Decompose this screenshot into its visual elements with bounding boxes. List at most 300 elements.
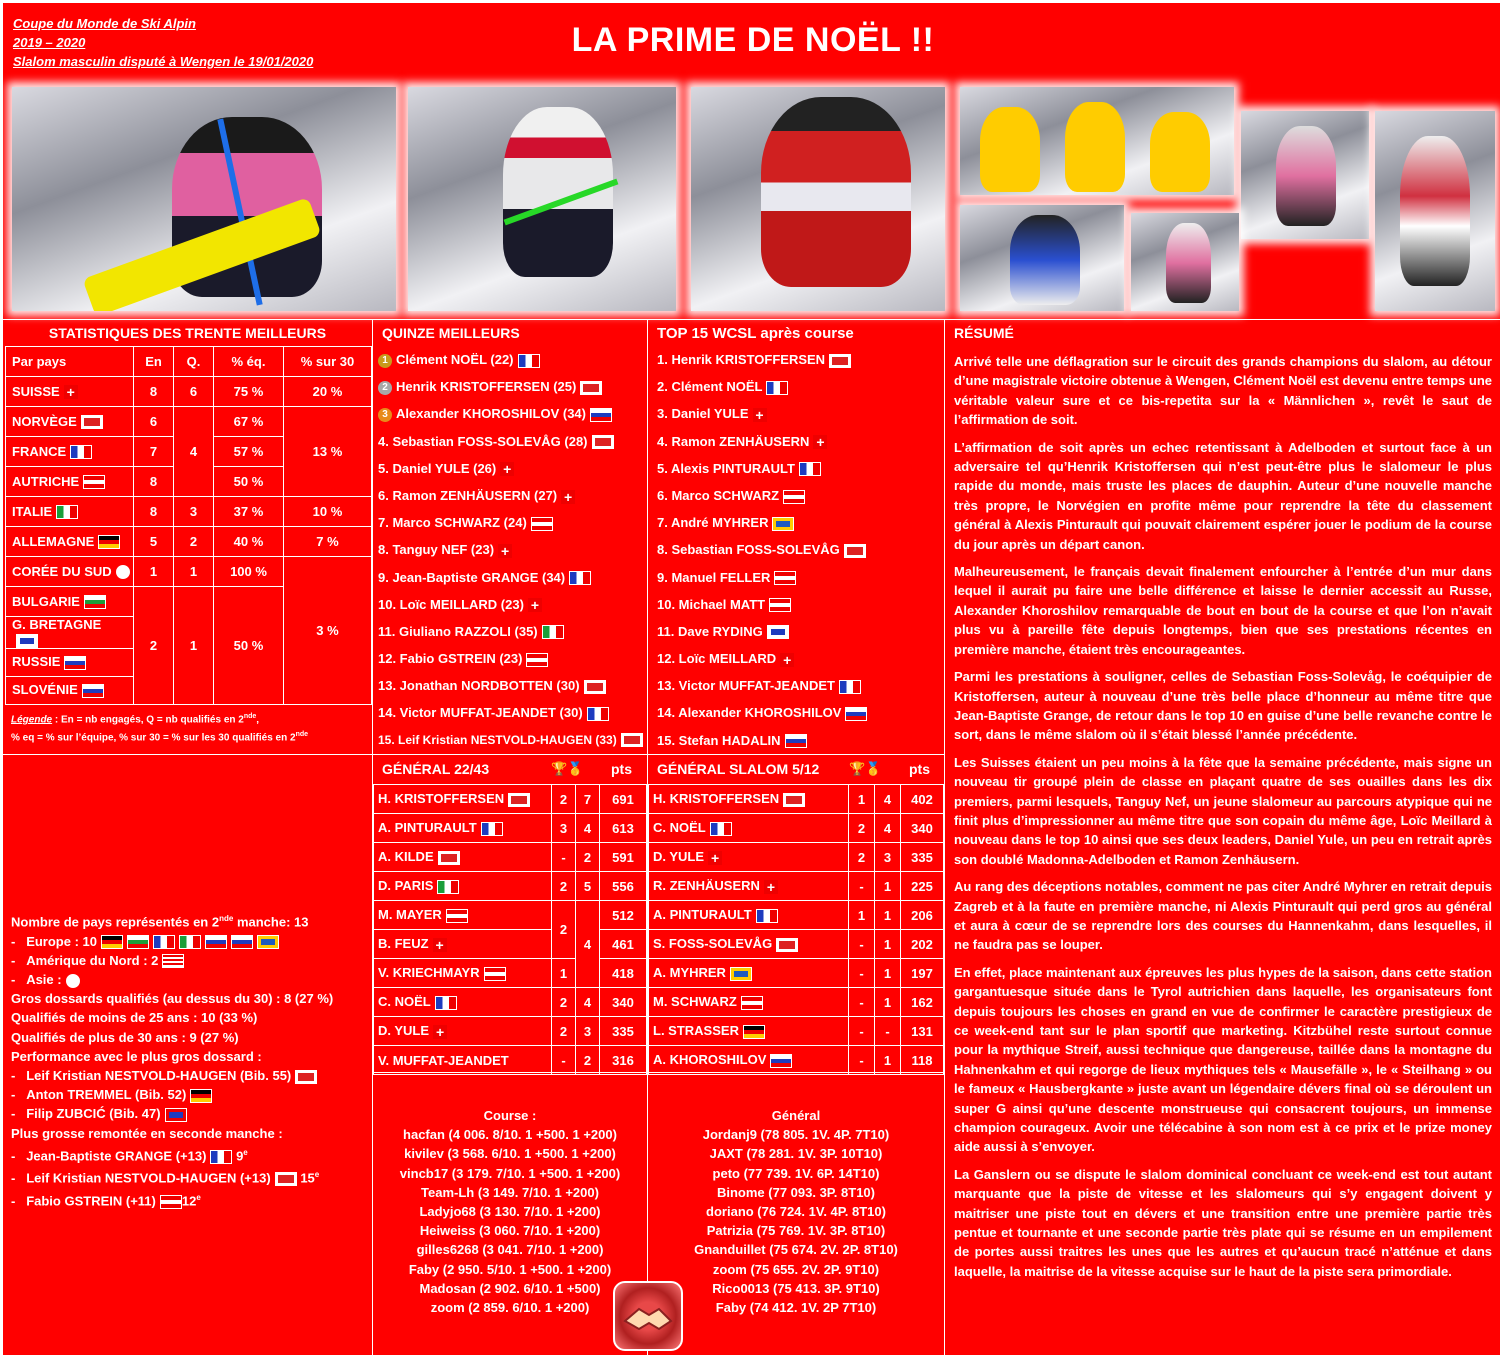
- bulgaria-flag-icon: [127, 935, 149, 949]
- table-row: [374, 959, 647, 988]
- slovenia-flag-icon: [231, 935, 253, 949]
- pct-value: 100 %: [214, 557, 284, 587]
- facts-perf-item: [11, 1066, 371, 1085]
- gs-p: 1: [875, 872, 901, 901]
- country-coree: CORÉE DU SUD: [12, 563, 112, 579]
- list-item: [378, 564, 646, 591]
- gen-pts: 418: [600, 959, 647, 988]
- croatia-flag-icon: [165, 1108, 187, 1122]
- facts-remontee-rank: 9: [236, 1148, 244, 1164]
- facts-remontee-rank: 15: [300, 1170, 315, 1186]
- header-subtitle: [13, 14, 313, 71]
- austria-flag-icon: [484, 967, 506, 981]
- facts-perf-title: Performance avec le plus gros dossard :: [11, 1048, 262, 1064]
- en-value-group: 2: [134, 587, 174, 705]
- france-flag-icon: [756, 909, 778, 923]
- resume-paragraph: Parmi les prestations à souligner, celles de Sebastian Foss-Solevåg, le coéquipier de Kristoffersen, auteur à nouveau d’une très belle place d’honneur au même titre que Jean-Baptiste Grange, de retour dans le top 10 en guise d’une belle revanche contre le sort, dans le même slalom où il s’était blessé l’année précédente.: [954, 669, 1492, 743]
- table-row: [374, 1017, 647, 1046]
- facts-gros: Gros dossards qualifiés (au dessus du 30) : 8 (27 %): [11, 991, 334, 1007]
- dash: -: [11, 933, 16, 949]
- gs-w: -: [849, 959, 875, 988]
- list-item: [378, 509, 646, 536]
- trophy-podium-icon: 🏆🥇: [551, 761, 584, 776]
- facts-remontee-title: Plus grosse remontée en seconde manche :: [11, 1125, 283, 1141]
- list-item: [378, 591, 646, 618]
- resume-paragraph: L’affirmation de soit après un echec retentissant à Adelboden et surtout face à un adversaire tel qu’Henrik Kristoffersen qui n’est peut-être plus le slalomeur le plus rapide du monde, mais truste les places de dauphin. Auteur d’une nouvelle manche très propre, le Norvégien en profite même pour reprendre la tête du classement général à Alexis Pinturault qui pouvait clairement espérer jouer le podium de la course du jour après un départ canon.: [954, 439, 1492, 552]
- country-gbretagne: G. BRETAGNE: [12, 617, 102, 632]
- table-row: [649, 872, 944, 901]
- facts-perf-text: Filip ZUBCIĆ (Bib. 47): [26, 1106, 161, 1122]
- gs-pts: 202: [901, 930, 944, 959]
- gs-name: S. FOSS-SOLEVÅG: [653, 936, 773, 952]
- wcsl-name: 14. Alexander KHOROSHILOV: [657, 705, 842, 721]
- resume-text: [954, 352, 1492, 1289]
- resume-paragraph: Malheureusement, le français devait finalement enfourcher à l’entrée d’un mur dans lequel il aurait pu faire une belle différence et laisse le dernier accessit au Russe, Alexander Khoroshilov remarquable de bout en bout de la course et que l’on n’avait plus vu à pareille fête depuis longtemps, bien que ses prestations récentes en première manche, étaient très encourageantes.: [954, 564, 1492, 657]
- facts-remontee-text: Fabio GSTREIN (+11): [26, 1193, 156, 1209]
- gen-w: 1: [552, 959, 576, 988]
- facts-europe: [11, 932, 371, 951]
- header-pct-eq: % éq.: [214, 347, 284, 377]
- facts-asie: [11, 970, 371, 989]
- resume-paragraph: Les Suisses étaient un peu moins à la fête que la semaine précédente, mais signe un nouveau tir groupé plein de classe en plaçant quatre de ses ouailles dans les dix premiers, parmi lesquels, Tanguy Nef, un jeune slalomeur au parcours atypique qui ne finit plus d’impressionner au même titre que son copain du même âge, Loïc Meillard à nouveau dans le top 10 ainsi que ses deux leaders, Daniel Yule, un peu en retrait après son doublé Madonna-Adelboden et Ramon Zenhäusern.: [954, 754, 1492, 867]
- legend-label: Légende: [11, 714, 53, 726]
- france-flag-icon: [839, 680, 861, 694]
- list-item: Binome (77 093. 3P. 8T10): [716, 1184, 875, 1200]
- list-item: Faby (74 412. 1V. 2P 7T10): [715, 1300, 877, 1316]
- list-item: doriano (76 724. 1V. 4P. 8T10): [706, 1204, 886, 1220]
- general-slalom-title: GÉNÉRAL SLALOM 5/12: [657, 761, 820, 777]
- gen-w: 2: [552, 1017, 576, 1046]
- austria-flag-icon: [160, 1195, 182, 1209]
- swiss-flag-icon: +: [708, 851, 722, 865]
- gen-p: 7: [576, 785, 600, 814]
- gs-name: D. YULE: [653, 849, 705, 865]
- gen-p-group: 4: [576, 901, 600, 988]
- table-row: [649, 930, 944, 959]
- header-en: En: [134, 347, 174, 377]
- gen-pts: 316: [600, 1046, 647, 1075]
- list-item: Team-Lh (3 149. 7/10. 1 +200): [421, 1184, 599, 1200]
- gen-name: A. PINTURAULT: [378, 820, 477, 836]
- wcsl-name: 15. Stefan HADALIN: [657, 732, 781, 748]
- gen-p: 3: [576, 1017, 600, 1046]
- wcsl-name: 1. Henrik KRISTOFFERSEN: [657, 352, 826, 367]
- table-row: [374, 814, 647, 843]
- photo-skier-d: [1131, 213, 1239, 311]
- photo-skier-c: [960, 205, 1124, 311]
- germany-flag-icon: [190, 1089, 212, 1103]
- header-line2: 2019 – 2020: [13, 35, 86, 50]
- table-row: [374, 988, 647, 1017]
- photo-podium: [960, 87, 1234, 195]
- dash: -: [11, 1106, 16, 1122]
- quinze-name: 11. Giuliano RAZZOLI (35): [378, 623, 538, 639]
- korea-flag-icon: [116, 565, 130, 579]
- table-row: [6, 497, 372, 527]
- france-flag-icon: [569, 571, 591, 585]
- sweden-flag-icon: [730, 967, 752, 981]
- header-pct-30: % sur 30: [284, 347, 372, 377]
- pct-value: 37 %: [214, 497, 284, 527]
- general-pts-label: pts: [611, 761, 632, 777]
- list-item: [657, 536, 943, 563]
- q-value: 3: [174, 497, 214, 527]
- list-item: Rico0013 (75 413. 3P. 9T10): [712, 1280, 880, 1296]
- q-value: 1: [174, 557, 214, 587]
- facts-remontee-sup: e: [314, 1170, 320, 1180]
- swiss-flag-icon: +: [753, 408, 767, 422]
- wcsl-name: 2. Clément NOËL: [657, 379, 763, 395]
- france-flag-icon: [799, 462, 821, 476]
- gen-name: M. MAYER: [378, 907, 442, 923]
- list-item: [378, 400, 646, 427]
- list-item: [657, 672, 943, 699]
- swiss-flag-icon: +: [64, 385, 78, 399]
- en-value: 5: [134, 527, 174, 557]
- gen-w: -: [552, 1046, 576, 1075]
- en-value: 6: [134, 407, 174, 437]
- gs-name: A. PINTURAULT: [653, 907, 752, 923]
- gs-w: -: [849, 872, 875, 901]
- france-flag-icon: [587, 707, 609, 721]
- list-item: [378, 455, 646, 482]
- gen-pts: 340: [600, 988, 647, 1017]
- gs-name: C. NOËL: [653, 820, 706, 836]
- gold-trophy-icon: 1: [378, 354, 392, 368]
- swiss-flag-icon: +: [561, 490, 575, 504]
- pct30-value: 7 %: [284, 527, 372, 557]
- swiss-flag-icon: +: [780, 653, 794, 667]
- facts-perf-text: Leif Kristian NESTVOLD-HAUGEN (Bib. 55): [26, 1067, 292, 1083]
- norway-flag-icon: [295, 1070, 317, 1084]
- list-item: [657, 482, 943, 509]
- header-par-pays: Par pays: [6, 347, 134, 377]
- wcsl-name: 9. Manuel FELLER: [657, 569, 771, 585]
- facts-moins25: Qualifiés de moins de 25 ans : 10 (33 %): [11, 1010, 258, 1026]
- gs-w: -: [849, 930, 875, 959]
- wcsl-name: 11. Dave RYDING: [657, 623, 763, 639]
- russia-flag-icon: [845, 707, 867, 721]
- wcsl-list: [657, 346, 943, 754]
- general-slalom-table: [648, 784, 944, 1075]
- gen-name: V. MUFFAT-JEANDET: [378, 1052, 509, 1068]
- usa-flag-icon: [162, 954, 184, 968]
- russia-flag-icon: [590, 408, 612, 422]
- course-title: Course :: [483, 1108, 537, 1123]
- facts-pays-end: manche: 13: [233, 914, 309, 930]
- list-item: gilles6268 (3 041. 7/10. 1 +200): [416, 1242, 604, 1258]
- austria-flag-icon: [83, 475, 105, 489]
- en-value: 8: [134, 467, 174, 497]
- facts-perf-item: [11, 1085, 371, 1104]
- table-row: [649, 959, 944, 988]
- korea-flag-icon: [66, 974, 80, 988]
- generalp-title: Général: [771, 1108, 821, 1123]
- general-table: [373, 784, 647, 1075]
- table-row: [6, 407, 372, 437]
- quinze-name: Clément NOËL (22): [396, 352, 514, 367]
- en-value: 7: [134, 437, 174, 467]
- gen-name: H. KRISTOFFERSEN: [378, 791, 505, 807]
- pct-value: 50 %: [214, 467, 284, 497]
- gen-name: B. FEUZ: [378, 936, 429, 952]
- header-q: Q.: [174, 347, 214, 377]
- list-item: [657, 645, 943, 672]
- gs-pts: 206: [901, 901, 944, 930]
- swiss-flag-icon: +: [433, 1025, 447, 1039]
- list-item: Gnanduillet (75 674. 2V. 2P. 8T10): [694, 1242, 898, 1258]
- france-flag-icon: [210, 1150, 232, 1164]
- q-value: 2: [174, 527, 214, 557]
- facts-block: [11, 909, 371, 1210]
- wcsl-name: 4. Ramon ZENHÄUSERN: [657, 433, 810, 449]
- stats-legend: Légende : En = nb engagés, Q = nb qualifiés en 2nde, % eq = % sur l’équipe, % sur 30 = % sur les 30 qualifiés en 2nde: [11, 713, 309, 744]
- gen-pts: 591: [600, 843, 647, 872]
- gen-w: 2: [552, 872, 576, 901]
- list-item: Heiweiss (3 060. 7/10. 1 +200): [419, 1223, 601, 1239]
- gs-p: 4: [875, 814, 901, 843]
- poster: [3, 3, 1500, 1355]
- wcsl-name: 12. Loïc MEILLARD: [657, 651, 777, 667]
- gen-p: 4: [576, 814, 600, 843]
- italy-flag-icon: [542, 625, 564, 639]
- dash: -: [11, 1148, 16, 1164]
- photo-skier-b: [1375, 111, 1495, 311]
- gs-w: -: [849, 1017, 875, 1046]
- country-france: FRANCE: [12, 443, 67, 459]
- pct30-value-group: 13 %: [284, 407, 372, 497]
- gs-pts: 197: [901, 959, 944, 988]
- quinze-name: 15. Leif Kristian NESTVOLD-HAUGEN (33): [378, 732, 617, 747]
- swiss-flag-icon: +: [433, 938, 447, 952]
- austria-flag-icon: [774, 571, 796, 585]
- austria-flag-icon: [446, 909, 468, 923]
- table-row: [6, 377, 372, 407]
- russia-flag-icon: [205, 935, 227, 949]
- list-item: [657, 428, 943, 455]
- legend-sup1: nde: [243, 713, 257, 720]
- list-item: [657, 699, 943, 726]
- en-value: 1: [134, 557, 174, 587]
- resume-paragraph: Au rang des déceptions notables, comment ne pas citer André Myhrer en retrait depuis Zagreb et à la faute en première manche, ni Alexis Pinturault qui perd gros au général et aura à cœur de se reprendre lors des courses du Hannenkahm, dans lesquelles, il ne faudra pas se louper.: [954, 879, 1492, 953]
- gs-p: 3: [875, 843, 901, 872]
- q-value-group: 1: [174, 587, 214, 705]
- uk-flag-icon: [16, 634, 38, 648]
- list-item: [657, 373, 943, 400]
- bronze-medal-icon: 3: [378, 408, 392, 422]
- trophy-podium-icon: 🏆🥇: [849, 761, 882, 776]
- country-allemagne: ALLEMAGNE: [12, 533, 95, 549]
- italy-flag-icon: [437, 880, 459, 894]
- gen-name: C. NOËL: [378, 994, 431, 1010]
- gs-name: M. SCHWARZ: [653, 994, 737, 1010]
- sweden-flag-icon: [772, 517, 794, 531]
- stats-title: STATISTIQUES DES TRENTE MEILLEURS: [48, 325, 327, 341]
- gs-name: A. MYHRER: [653, 965, 726, 981]
- gs-p: 1: [875, 959, 901, 988]
- pct-value: 57 %: [214, 437, 284, 467]
- gen-p: 5: [576, 872, 600, 901]
- resume-paragraph: La Ganslern ou se dispute le slalom dominical concluant ce week-end est tout autant marquante que la piste de vitesse et les slalomeurs qui s’y engagent doivent y maitriser une piste tout en dévers et une transition entre une première partie très pentue et tournante et une seconde partie très plate qui se résume en un empilement de portes aussi traitres les unes que les autres et qu’aucun tracé n’atténue et dans laquelle, la maitrise de la vitesse acquise sur le haut de la piste sera primordiale.: [954, 1166, 1492, 1279]
- france-flag-icon: [70, 445, 92, 459]
- gs-w: -: [849, 988, 875, 1017]
- list-item: zoom (2 859. 6/10. 1 +200): [430, 1300, 590, 1316]
- wcsl-name: 7. André MYHRER: [657, 515, 769, 531]
- wcsl-name: 8. Sebastian FOSS-SOLEVÅG: [657, 542, 840, 558]
- gs-w: 2: [849, 843, 875, 872]
- quinze-name: Alexander KHOROSHILOV (34): [396, 406, 586, 422]
- header-line1: Coupe du Monde de Ski Alpin: [13, 16, 196, 31]
- austria-flag-icon: [741, 996, 763, 1010]
- list-item: [657, 455, 943, 482]
- country-bulgarie: BULGARIE: [12, 593, 80, 609]
- list-item: [378, 727, 646, 754]
- gs-pts: 225: [901, 872, 944, 901]
- list-item: [657, 591, 943, 618]
- country-italie: ITALIE: [12, 503, 53, 519]
- gs-p: -: [875, 1017, 901, 1046]
- table-row: [649, 1017, 944, 1046]
- list-item: [378, 428, 646, 455]
- uk-flag-icon: [767, 625, 789, 639]
- list-item: [378, 618, 646, 645]
- gs-pts: 335: [901, 843, 944, 872]
- gs-pts: 402: [901, 785, 944, 814]
- quinze-name: 14. Victor MUFFAT-JEANDET (30): [378, 705, 583, 721]
- quinze-list: [378, 346, 646, 754]
- list-item: [657, 618, 943, 645]
- dash: -: [11, 1067, 16, 1083]
- gen-w-group: 2: [552, 901, 576, 959]
- quinze-name: 5. Daniel YULE (26): [378, 460, 497, 476]
- silver-medal-icon: 2: [378, 381, 392, 395]
- gen-pts: 613: [600, 814, 647, 843]
- table-row: [374, 930, 647, 959]
- list-item: [378, 536, 646, 563]
- gen-pts: 556: [600, 872, 647, 901]
- gen-pts: 461: [600, 930, 647, 959]
- facts-perf-text: Anton TREMMEL (Bib. 52): [26, 1087, 187, 1103]
- country-slovenie: SLOVÉNIE: [12, 682, 78, 698]
- facts-plus30: Qualifiés de plus de 30 ans : 9 (27 %): [11, 1029, 239, 1045]
- germany-flag-icon: [743, 1025, 765, 1039]
- wcsl-title: TOP 15 WCSL après course: [657, 325, 854, 342]
- gs-w: 1: [849, 785, 875, 814]
- gen-pts: 335: [600, 1017, 647, 1046]
- norway-flag-icon: [844, 544, 866, 558]
- list-item: [378, 346, 646, 373]
- list-item: zoom (75 655. 2V. 2P. 9T10): [712, 1261, 880, 1277]
- slovenia-flag-icon: [785, 734, 807, 748]
- stats-header-row: [6, 347, 372, 377]
- facts-remontee-text: Leif Kristian NESTVOLD-HAUGEN (+13): [26, 1170, 271, 1186]
- list-item: Faby (2 950. 5/10. 1 +500. 1 +200): [408, 1261, 612, 1277]
- gs-pts: 118: [901, 1046, 944, 1075]
- table-row: [649, 843, 944, 872]
- q-value: 6: [174, 377, 214, 407]
- norway-flag-icon: [508, 793, 530, 807]
- course-list: [373, 1106, 647, 1317]
- austria-flag-icon: [526, 653, 548, 667]
- wcsl-name: 6. Marco SCHWARZ: [657, 487, 780, 503]
- en-value: 8: [134, 377, 174, 407]
- russia-flag-icon: [770, 1054, 792, 1068]
- swiss-flag-icon: +: [764, 880, 778, 894]
- country-norvege: NORVÈGE: [12, 413, 77, 429]
- gs-p: 1: [875, 988, 901, 1017]
- legend-line1: : En = nb engagés, Q = nb qualifiés en 2: [52, 714, 244, 726]
- table-row: [6, 527, 372, 557]
- russia-flag-icon: [64, 656, 86, 670]
- gs-pts: 162: [901, 988, 944, 1017]
- list-item: Madosan (2 902. 6/10. 1 +500): [419, 1280, 601, 1296]
- slovenia-flag-icon: [82, 684, 104, 698]
- gs-pts: 340: [901, 814, 944, 843]
- italy-flag-icon: [179, 935, 201, 949]
- dash: -: [11, 952, 16, 968]
- dash: -: [11, 1193, 16, 1209]
- gs-p: 1: [875, 1046, 901, 1075]
- list-item: vincb17 (3 179. 7/10. 1 +500. 1 +200): [399, 1165, 621, 1181]
- facts-amerique: [11, 951, 371, 970]
- country-autriche: AUTRICHE: [12, 473, 80, 489]
- germany-flag-icon: [98, 535, 120, 549]
- gs-w: 2: [849, 814, 875, 843]
- quinze-title: QUINZE MEILLEURS: [382, 325, 520, 341]
- gs-p: 1: [875, 930, 901, 959]
- photo-kristoffersen: [408, 87, 676, 311]
- norway-flag-icon: [584, 680, 606, 694]
- france-flag-icon: [435, 996, 457, 1010]
- table-row: [374, 1046, 647, 1075]
- general-title: GÉNÉRAL 22/43: [382, 761, 490, 777]
- quinze-name: 9. Jean-Baptiste GRANGE (34): [378, 569, 566, 585]
- gs-name: L. STRASSER: [653, 1023, 739, 1039]
- gs-p: 1: [875, 901, 901, 930]
- table-row: [6, 557, 372, 587]
- gen-w: -: [552, 843, 576, 872]
- pct30-value: 10 %: [284, 497, 372, 527]
- italy-flag-icon: [56, 505, 78, 519]
- norway-flag-icon: [829, 354, 851, 368]
- wcsl-name: 5. Alexis PINTURAULT: [657, 460, 795, 476]
- list-item: [657, 509, 943, 536]
- list-item: [378, 373, 646, 400]
- gs-name: R. ZENHÄUSERN: [653, 878, 760, 894]
- gs-w: 1: [849, 901, 875, 930]
- dash: -: [11, 1087, 16, 1103]
- gs-pts: 131: [901, 1017, 944, 1046]
- gen-name: V. KRIECHMAYR: [378, 965, 480, 981]
- resume-title: RÉSUMÉ: [954, 325, 1014, 341]
- quinze-name: 13. Jonathan NORDBOTTEN (30): [378, 678, 580, 694]
- facts-amerique-text: Amérique du Nord : 2: [26, 952, 159, 968]
- norway-flag-icon: [438, 851, 460, 865]
- gen-w: 2: [552, 785, 576, 814]
- france-flag-icon: [710, 822, 732, 836]
- table-row: [649, 988, 944, 1017]
- quinze-name: 12. Fabio GSTREIN (23): [378, 651, 523, 667]
- norway-flag-icon: [621, 733, 643, 747]
- facts-remontee-item: [11, 1143, 371, 1166]
- list-item: hacfan (4 006. 8/10. 1 +500. 1 +200): [403, 1127, 617, 1143]
- list-item: kivilev (3 568. 6/10. 1 +500. 1 +200): [404, 1146, 616, 1162]
- france-flag-icon: [518, 354, 540, 368]
- list-item: [657, 400, 943, 427]
- stats-table: [5, 346, 372, 705]
- gen-w: 3: [552, 814, 576, 843]
- france-flag-icon: [766, 381, 788, 395]
